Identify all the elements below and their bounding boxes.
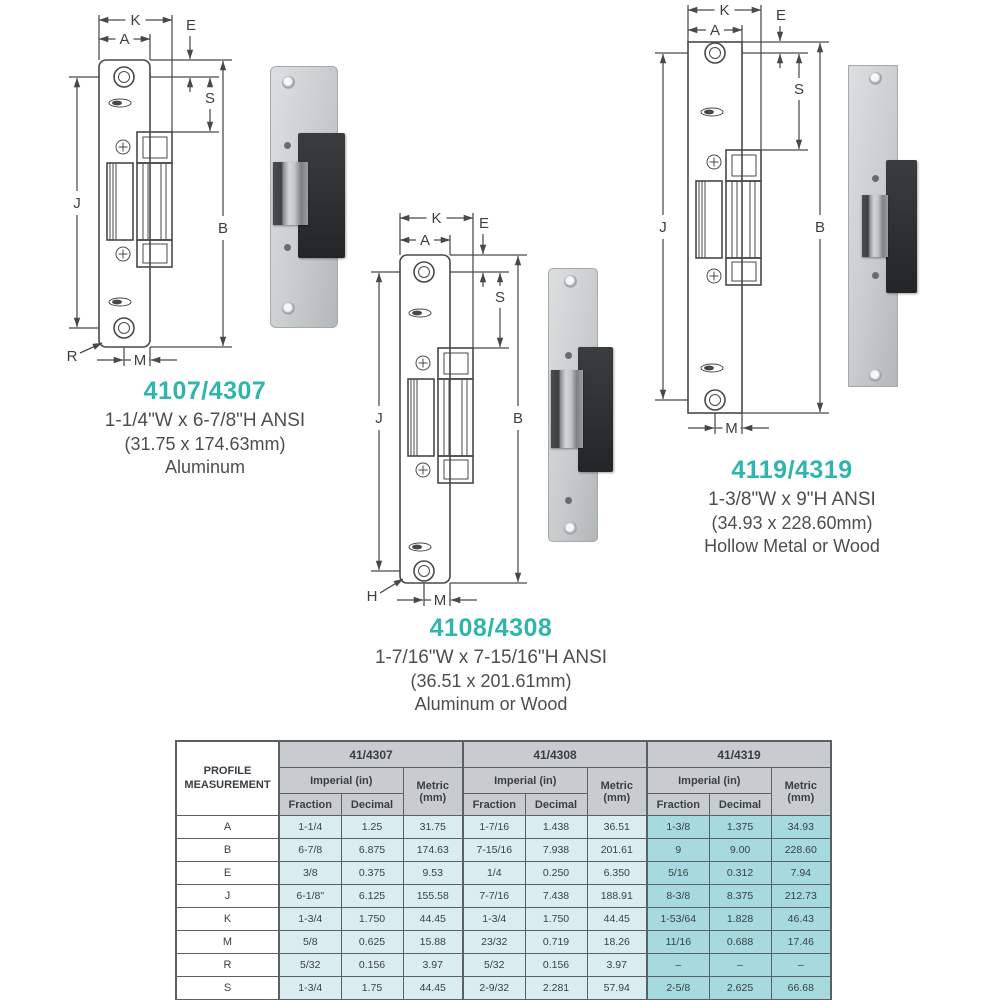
dim-label-b: B	[217, 220, 229, 237]
dim-label-m: M	[133, 352, 147, 369]
dim-label-j: J	[73, 195, 81, 212]
size-metric: (36.51 x 201.61mm)	[410, 671, 572, 691]
table-cell: 6.875	[341, 839, 403, 862]
table-cell: 201.61	[587, 839, 647, 862]
dim-label-k: K	[431, 210, 442, 227]
tech-drawing-4107	[67, 12, 232, 369]
table-row	[176, 816, 831, 839]
dim-label-b: B	[512, 410, 524, 427]
table-cell: 57.94	[587, 977, 647, 1000]
table-header-row	[176, 741, 831, 768]
brand-logo-fill	[412, 311, 422, 316]
table-cell: 7.938	[525, 839, 587, 862]
latch-cavity	[408, 379, 434, 456]
material: Aluminum	[164, 457, 246, 477]
table-cell: 36.51	[587, 816, 647, 839]
photo-screw-dot	[284, 142, 291, 149]
table-cell: 1/4	[463, 862, 525, 885]
model-number: 4107/4307	[143, 377, 267, 405]
dim-label-j: J	[375, 410, 383, 427]
imperial-header: Imperial (in)	[463, 768, 587, 794]
table-cell: 1.375	[709, 816, 771, 839]
dim-label-a: A	[709, 22, 721, 39]
table-cell: 0.312	[709, 862, 771, 885]
photo-screw-hole-bottom	[869, 369, 882, 382]
table-cell: –	[647, 954, 709, 977]
keeper-lower-inner	[732, 262, 756, 281]
imperial-header: Imperial (in)	[647, 768, 771, 794]
table-row	[176, 977, 831, 1000]
size-metric: (31.75 x 174.63mm)	[124, 434, 286, 454]
dim-label-b: B	[814, 219, 826, 236]
model-number: 4108/4308	[429, 614, 553, 642]
table-cell: 7-7/16	[463, 885, 525, 908]
photo-screw-hole-bottom	[564, 522, 577, 535]
photo-latch-cavity	[551, 370, 583, 448]
table-cell: 46.43	[771, 908, 831, 931]
photo-screw-dot	[872, 272, 879, 279]
table-cell: 44.45	[403, 977, 463, 1000]
bottom-screw-hole-inner	[119, 323, 130, 334]
table-cell: 3/8	[279, 862, 341, 885]
row-label: A	[176, 816, 279, 839]
dim-label-s: S	[793, 81, 805, 98]
keeper-upper-inner	[732, 155, 756, 176]
photo-screw-hole-top	[869, 72, 882, 85]
table-cell: 6.125	[341, 885, 403, 908]
group-header-4307: 41/4307	[279, 741, 463, 768]
dim-label-e: E	[478, 215, 490, 232]
row-label: J	[176, 885, 279, 908]
table-cell: 1.750	[341, 908, 403, 931]
keeper-lower-inner	[444, 460, 468, 479]
row-label: K	[176, 908, 279, 931]
table-cell: 0.156	[341, 954, 403, 977]
table-cell: 3.97	[587, 954, 647, 977]
table-cell: 66.68	[771, 977, 831, 1000]
table-cell: 0.625	[341, 931, 403, 954]
photo-strike-keeper	[578, 347, 613, 472]
dim-label-e: E	[185, 17, 197, 34]
table-cell: 1.25	[341, 816, 403, 839]
table-row	[176, 931, 831, 954]
table-cell: 3.97	[403, 954, 463, 977]
table-cell: 0.156	[525, 954, 587, 977]
table-cell: 1-3/4	[279, 908, 341, 931]
table-cell: 6.350	[587, 862, 647, 885]
table-cell: 0.719	[525, 931, 587, 954]
profile-measurement-header: PROFILE MEASUREMENT	[176, 741, 279, 816]
top-screw-hole	[414, 262, 434, 282]
table-row	[176, 908, 831, 931]
product-photo-4119	[848, 65, 898, 387]
row-label: R	[176, 954, 279, 977]
table-cell: 1.828	[709, 908, 771, 931]
imperial-header: Imperial (in)	[279, 768, 403, 794]
table-cell: –	[771, 954, 831, 977]
table-cell: 174.63	[403, 839, 463, 862]
fraction-header: Fraction	[279, 794, 341, 816]
table-cell: 5/16	[647, 862, 709, 885]
dim-label-j: J	[659, 219, 667, 236]
group-header-4308: 41/4308	[463, 741, 647, 768]
size-ansi: 1-3/8"W x 9"H ANSI	[708, 489, 876, 510]
brand-logo-fill	[112, 101, 122, 106]
bottom-screw-hole-inner	[710, 395, 721, 406]
size-ansi: 1-1/4"W x 6-7/8"H ANSI	[104, 410, 306, 431]
caption-4119	[660, 456, 924, 557]
dim-label-s: S	[204, 90, 216, 107]
table-cell: 1-3/8	[647, 816, 709, 839]
table-cell: 1.750	[525, 908, 587, 931]
table-cell: 6-1/8"	[279, 885, 341, 908]
table-cell: 7.94	[771, 862, 831, 885]
top-screw-hole-inner	[419, 267, 430, 278]
row-label: B	[176, 839, 279, 862]
keeper-body	[438, 379, 473, 456]
table-cell: 17.46	[771, 931, 831, 954]
bottom-screw-hole	[414, 561, 434, 581]
product-photo-4108	[548, 268, 598, 542]
table-cell: 212.73	[771, 885, 831, 908]
top-screw-hole-inner	[119, 72, 130, 83]
table-cell: 31.75	[403, 816, 463, 839]
keeper-body	[726, 181, 761, 258]
table-cell: 8-3/8	[647, 885, 709, 908]
model-number: 4119/4319	[731, 456, 853, 484]
row-label: E	[176, 862, 279, 885]
keeper-upper-inner	[444, 353, 468, 374]
caption-4107	[75, 377, 335, 478]
metric-header: Metric (mm)	[771, 768, 831, 816]
latch-cavity	[696, 181, 722, 258]
table-cell: 44.45	[403, 908, 463, 931]
table-cell: 0.375	[341, 862, 403, 885]
decimal-header: Decimal	[341, 794, 403, 816]
group-header-4319: 41/4319	[647, 741, 831, 768]
photo-screw-dot	[565, 497, 572, 504]
table-cell: 1-7/16	[463, 816, 525, 839]
keeper-upper-inner	[143, 137, 167, 158]
dim-label-a: A	[419, 232, 431, 249]
table-cell: 15.88	[403, 931, 463, 954]
top-screw-hole	[114, 67, 134, 87]
photo-screw-hole-top	[282, 76, 295, 89]
dim-label-m: M	[433, 592, 447, 609]
material: Aluminum or Wood	[414, 694, 568, 714]
table-cell: 2-9/32	[463, 977, 525, 1000]
table-cell: 1-1/4	[279, 816, 341, 839]
table-cell: 23/32	[463, 931, 525, 954]
table-row	[176, 885, 831, 908]
keeper-body	[137, 163, 172, 240]
photo-latch-cavity	[273, 162, 308, 225]
table-cell: 18.26	[587, 931, 647, 954]
table-row	[176, 862, 831, 885]
top-screw-hole-inner	[710, 48, 721, 59]
table-cell: 2.281	[525, 977, 587, 1000]
table-cell: 2-5/8	[647, 977, 709, 1000]
brand-logo-fill	[412, 545, 422, 550]
table-cell: 1-3/4	[463, 908, 525, 931]
fraction-header: Fraction	[647, 794, 709, 816]
table-cell: 1.438	[525, 816, 587, 839]
table-cell: 5/32	[279, 954, 341, 977]
bottom-screw-hole	[114, 318, 134, 338]
photo-screw-hole-bottom	[282, 302, 295, 315]
decimal-header: Decimal	[525, 794, 587, 816]
size-metric: (34.93 x 228.60mm)	[711, 513, 873, 533]
table-cell: 2.625	[709, 977, 771, 1000]
photo-screw-hole-top	[564, 275, 577, 288]
dim-label-k: K	[130, 12, 141, 29]
metric-header: Metric (mm)	[403, 768, 463, 816]
photo-strike-keeper	[886, 160, 917, 293]
table-cell: 5/32	[463, 954, 525, 977]
latch-cavity	[107, 163, 133, 240]
photo-screw-dot	[872, 175, 879, 182]
table-cell: 9.00	[709, 839, 771, 862]
table-cell: 0.688	[709, 931, 771, 954]
dim-label-s: S	[494, 289, 506, 306]
top-screw-hole	[705, 43, 725, 63]
tech-drawing-4119	[655, 2, 829, 437]
table-cell: 0.250	[525, 862, 587, 885]
table-cell: 9.53	[403, 862, 463, 885]
photo-screw-dot	[284, 244, 291, 251]
tech-drawing-4108	[367, 210, 527, 609]
decimal-header: Decimal	[709, 794, 771, 816]
table-row	[176, 954, 831, 977]
table-cell: 155.58	[403, 885, 463, 908]
dim-label-corner: H	[366, 588, 378, 605]
table-cell: 9	[647, 839, 709, 862]
row-label: S	[176, 977, 279, 1000]
brand-logo-fill	[704, 366, 714, 371]
material: Hollow Metal or Wood	[704, 536, 880, 556]
row-label: M	[176, 931, 279, 954]
table-row	[176, 839, 831, 862]
dim-label-e: E	[775, 7, 787, 24]
photo-latch-cavity	[862, 195, 888, 257]
table-cell: 188.91	[587, 885, 647, 908]
table-cell: 11/16	[647, 931, 709, 954]
brand-logo-fill	[112, 300, 122, 305]
table-cell: 7-15/16	[463, 839, 525, 862]
table-cell: 1-3/4	[279, 977, 341, 1000]
keeper-lower-inner	[143, 244, 167, 263]
product-photo-4107	[270, 66, 338, 328]
table-cell: 44.45	[587, 908, 647, 931]
table-cell: 6-7/8	[279, 839, 341, 862]
bottom-screw-hole-inner	[419, 566, 430, 577]
dim-label-corner: R	[66, 348, 78, 365]
table-cell: 1-53/64	[647, 908, 709, 931]
dim-label-a: A	[119, 31, 130, 48]
table-cell: 228.60	[771, 839, 831, 862]
caption-4108	[360, 614, 622, 715]
size-ansi: 1-7/16"W x 7-15/16"H ANSI	[374, 647, 608, 668]
table-cell: 34.93	[771, 816, 831, 839]
bottom-screw-hole	[705, 390, 725, 410]
table-cell: 1.75	[341, 977, 403, 1000]
metric-header: Metric (mm)	[587, 768, 647, 816]
table-cell: 5/8	[279, 931, 341, 954]
dim-label-k: K	[719, 2, 730, 19]
spec-table	[175, 740, 832, 1000]
table-cell: 8.375	[709, 885, 771, 908]
table-cell: –	[709, 954, 771, 977]
fraction-header: Fraction	[463, 794, 525, 816]
brand-logo-fill	[704, 110, 714, 115]
photo-screw-dot	[565, 352, 572, 359]
table-cell: 7.438	[525, 885, 587, 908]
dim-label-m: M	[725, 420, 738, 437]
